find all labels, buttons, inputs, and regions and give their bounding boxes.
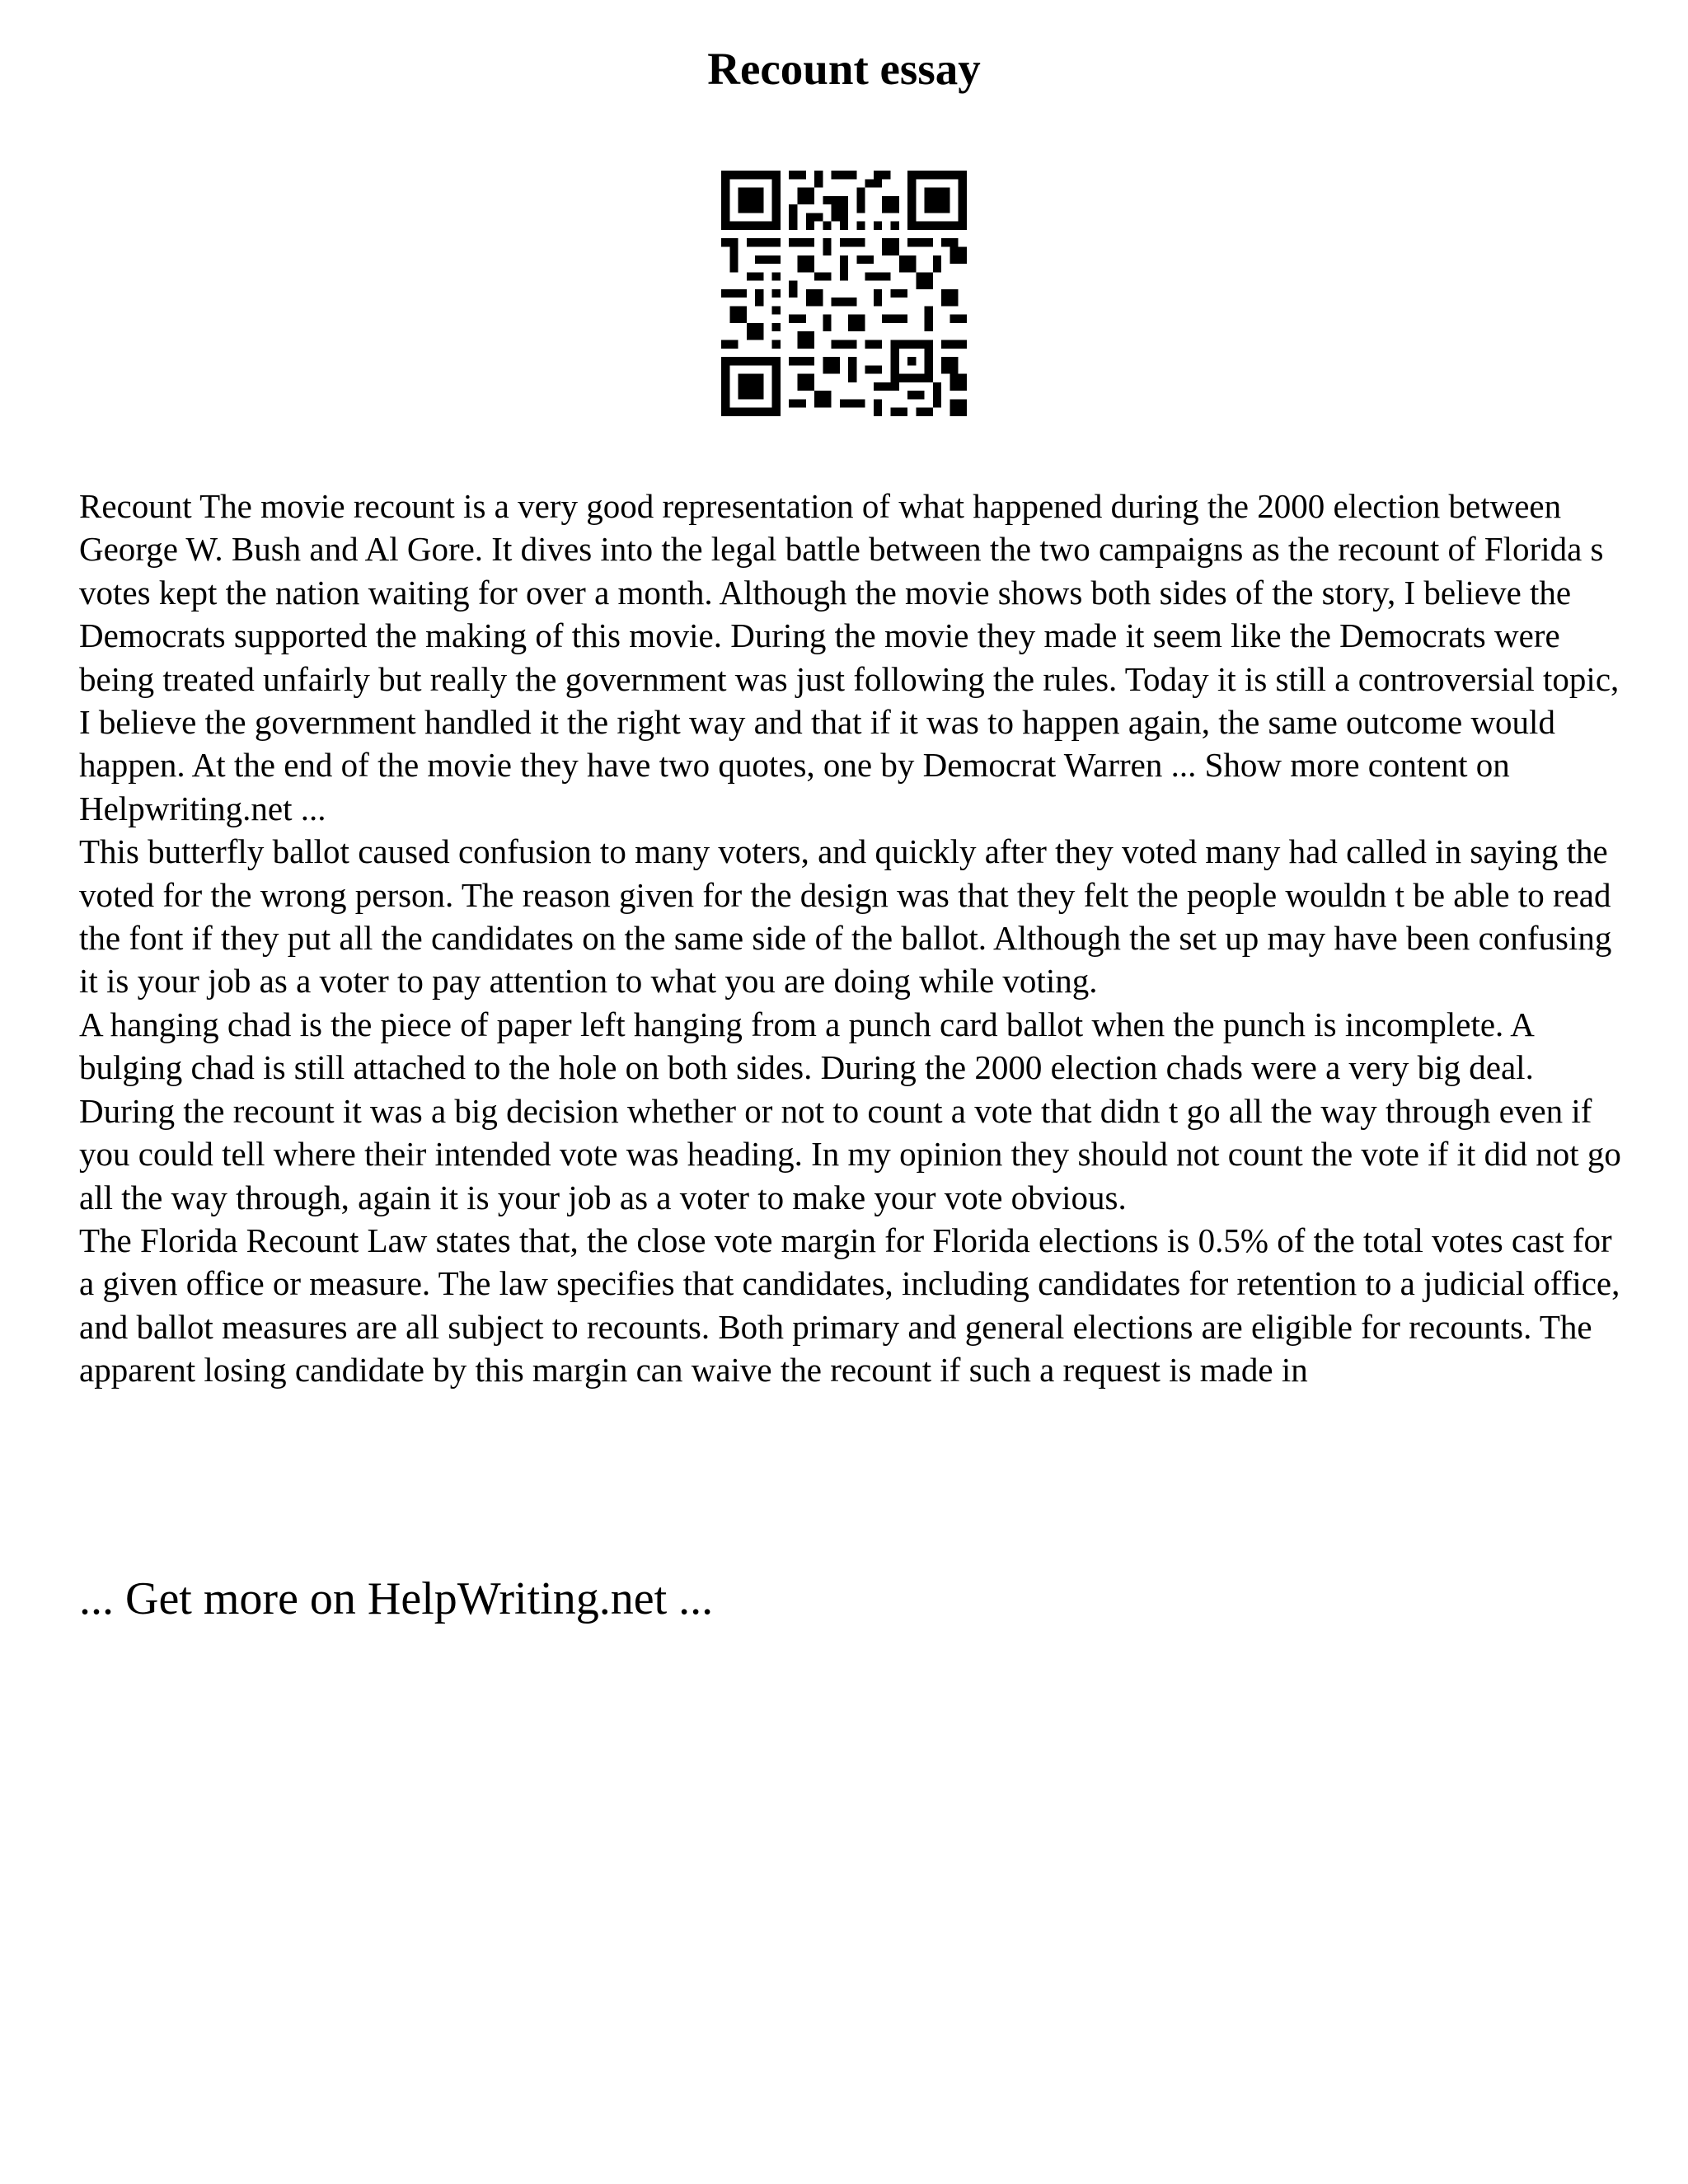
page-title: Recount essay: [707, 44, 981, 94]
essay-paragraph: This butterfly ballot caused confusion to many voters, and quickly after they voted many had called in saying the voted for the wrong person. The reason given for the design was that they felt the people wouldn t be able to read the font if they put all the candidates on the same side of the ballot. Although the set up may have been confusing it is your job as a voter to pay attention to what you are doing while voting.: [79, 832, 1612, 1001]
essay-paragraph: The Florida Recount Law states that, the close vote margin for Florida elections is 0.5% of the total votes cast for a given office or measure. The law specifies that candidates, including candidates for retention to a judicial office, and ballot measures are all subject to recounts. Both primary and general elections are eligible for recounts. The apparent losing candidate by this margin can waive the recount if such a request is made in: [79, 1221, 1620, 1390]
essay-paragraph: Recount The movie recount is a very good representation of what happened during the 2000 election between George W. Bush and Al Gore. It dives into the legal battle between the two campaigns as the recount of Florida s votes kept the nation waiting for over a month. Although the movie shows both sides of the story, I believe the Democrats supported the making of this movie. During the movie they made it seem like the Democrats were being treated unfairly but really the government was just following the rules. Today it is still a controversial topic, I believe the government handled it the right way and that if it was to happen again, the same outcome would happen. At the end of the movie they have two quotes, one by Democrat Warren ... Show more content on Helpwriting.net ...: [79, 487, 1620, 827]
essay-body: [79, 485, 1629, 1392]
get-more-link[interactable]: ... Get more on HelpWriting.net ...: [79, 1573, 714, 1624]
qr-code-icon: [721, 171, 967, 416]
essay-paragraph: A hanging chad is the piece of paper left hanging from a punch card ballot when the punch is incomplete. A bulging chad is still attached to the hole on both sides. During the 2000 election chads were a very big deal. During the recount it was a big decision whether or not to count a vote that didn t go all the way through even if you could tell where their intended vote was heading. In my opinion they should not count the vote if it did not go all the way through, again it is your job as a voter to make your vote obvious.: [79, 1005, 1621, 1216]
